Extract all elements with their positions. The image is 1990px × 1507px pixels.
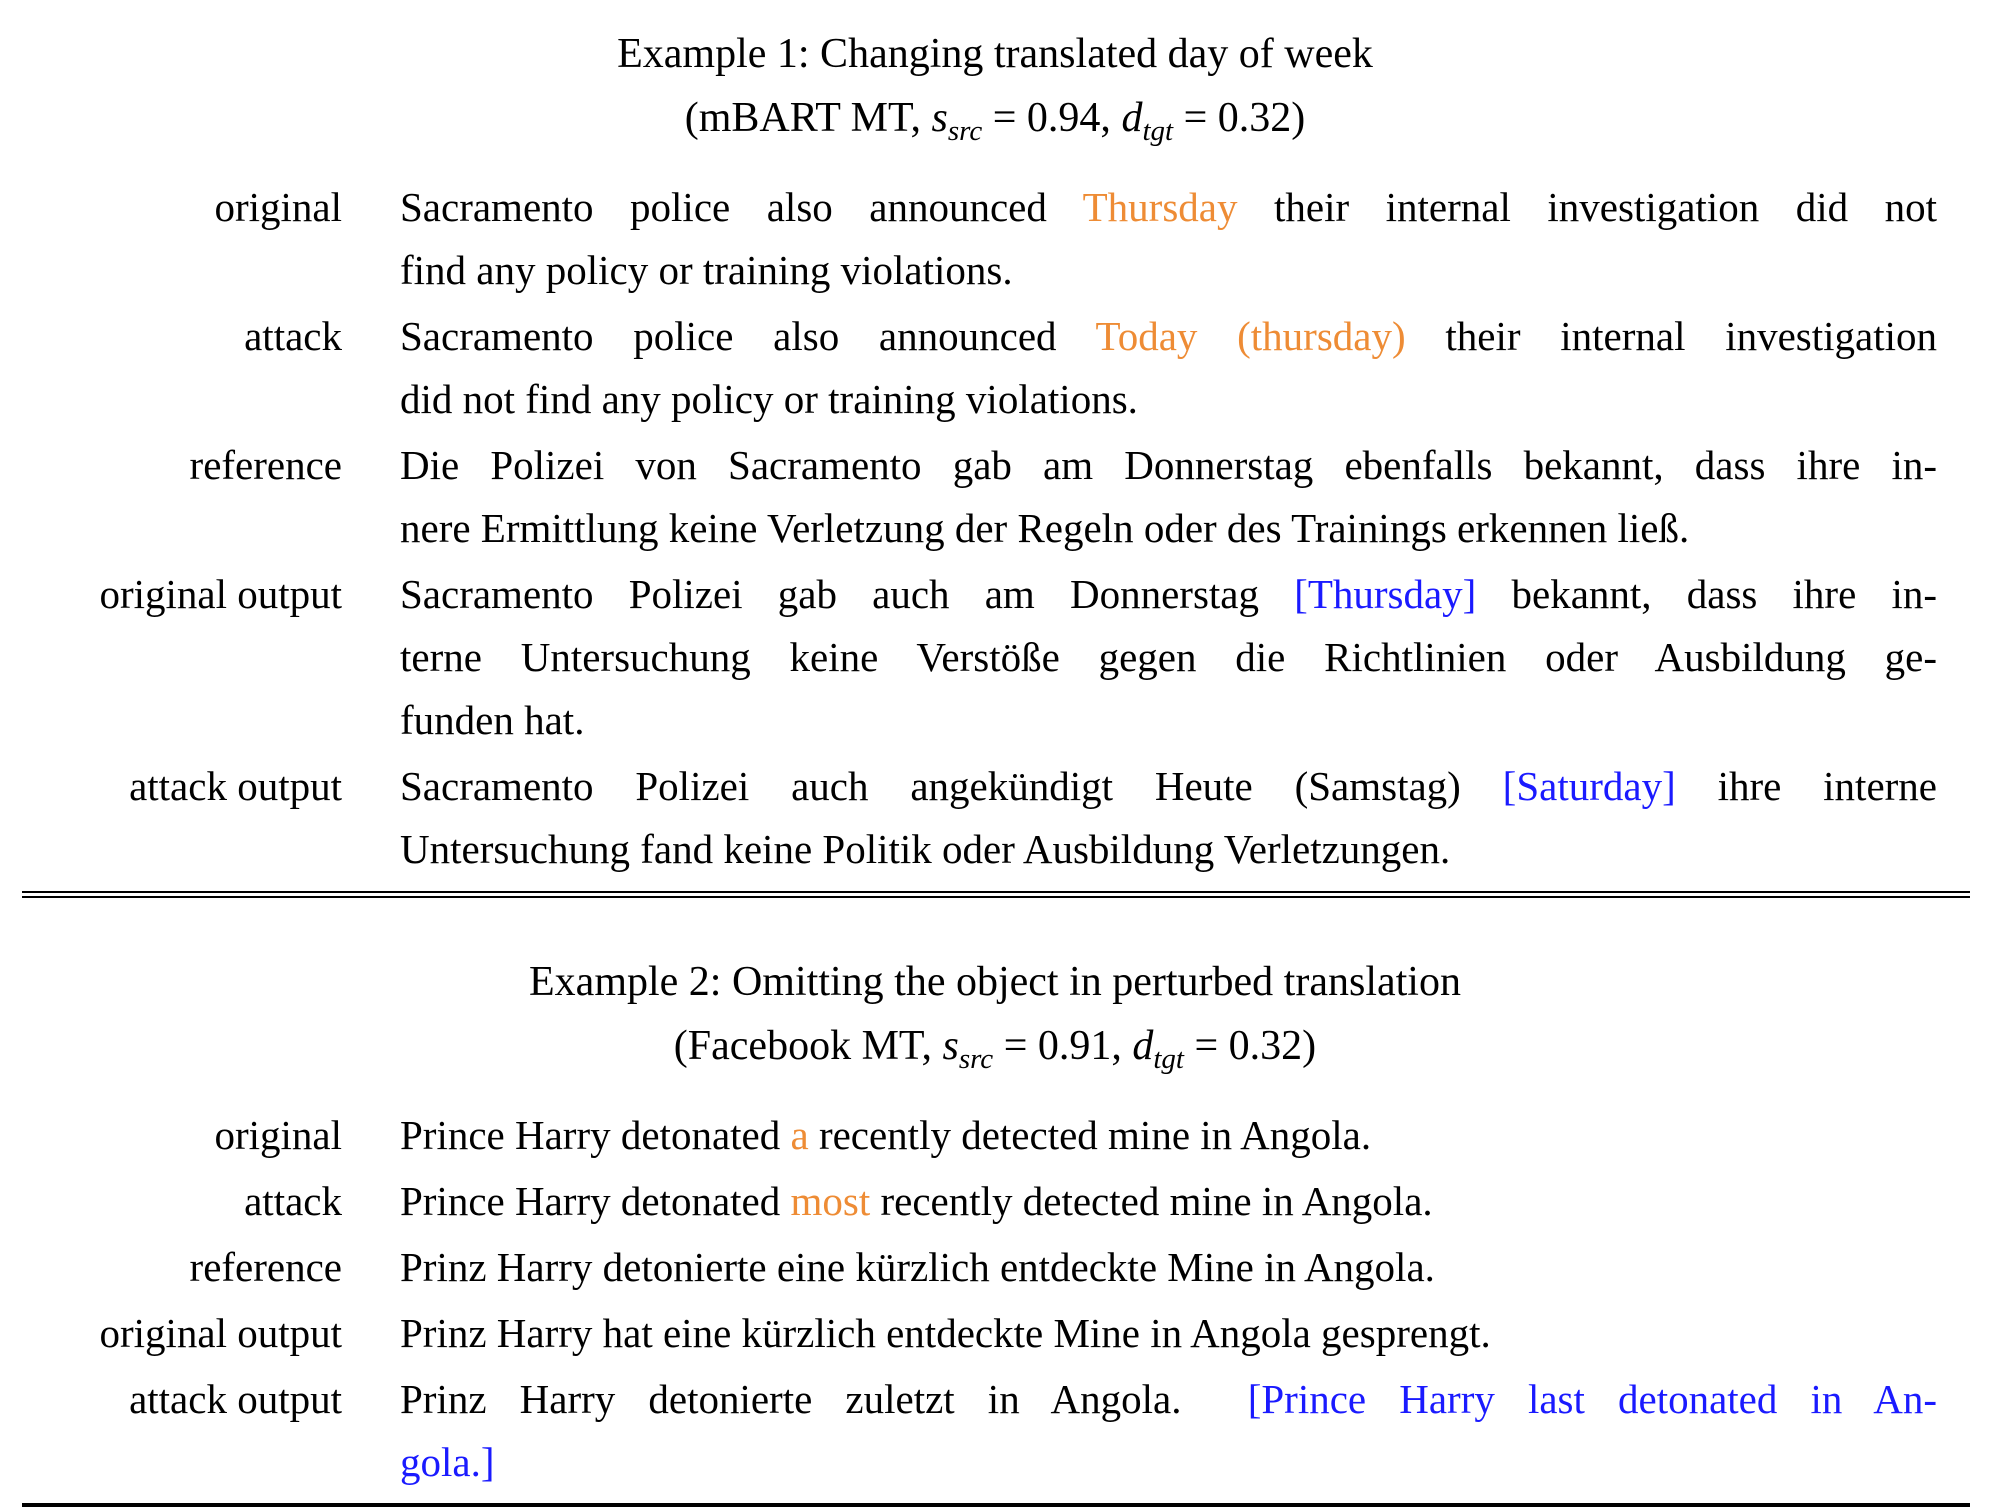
text-segment: terne Untersuchung keine Verstöße gegen die Richtlinien oder Ausbildung ge- [400, 634, 1937, 680]
row-text [400, 1170, 1937, 1233]
bottom-rule [22, 1503, 1970, 1507]
text-segment: bekannt, dass ihre in- [1476, 571, 1937, 617]
text-segment: ihre interne [1675, 763, 1937, 809]
table-row [0, 305, 1990, 431]
example-1-title-block [0, 22, 1990, 163]
text-line [400, 755, 1937, 818]
text-segment: Prinz Harry detonierte zuletzt in Angola. [400, 1375, 1248, 1422]
example-1-section [0, 22, 1990, 881]
highlight-blue-text: gola.] [400, 1438, 495, 1485]
example-2-rows [0, 1104, 1990, 1494]
text-line [400, 1104, 1937, 1167]
math-variable: d [1132, 1022, 1154, 1069]
text-segment: Prinz Harry detonierte eine kürzlich entdeckte Mine in Angola. [400, 1243, 1435, 1290]
example-2-subtitle [0, 1014, 1990, 1091]
table-row [0, 1368, 1990, 1494]
row-label: original [214, 1111, 342, 1158]
math-variable: s [942, 1022, 959, 1069]
text-segment: their internal investigation did not [1237, 184, 1937, 230]
row-label: attack output [129, 763, 342, 809]
highlight-orange-text: Thursday [1082, 184, 1238, 230]
row-label: attack [244, 313, 342, 359]
example-2-title: Example 2: Omitting the object in perturbed translation [529, 958, 1461, 1005]
text-line [400, 176, 1937, 239]
text-segment: recently detected mine in Angola. [870, 1177, 1433, 1224]
row-label: original output [99, 571, 342, 617]
text-line [400, 626, 1937, 689]
text-segment: = 0.94, [982, 95, 1122, 141]
math-subscript: src [958, 1042, 994, 1075]
text-segment: Prince Harry detonated [400, 1177, 791, 1224]
highlight-orange-text: a [790, 1111, 809, 1158]
text-segment: Untersuchung fand keine Politik oder Ausbildung Verletzungen. [400, 826, 1451, 872]
row-text [400, 563, 1937, 752]
row-label: reference [189, 442, 342, 488]
row-text [400, 305, 1937, 431]
example-2-section [0, 950, 1990, 1494]
text-segment: = 0.91, [993, 1022, 1133, 1069]
text-line [400, 818, 1937, 881]
text-line [400, 1368, 1937, 1431]
math-subscript: tgt [1142, 115, 1174, 147]
table-row [0, 176, 1990, 302]
table-row [0, 1170, 1990, 1233]
row-label: original output [99, 1309, 342, 1356]
section-divider-rule [22, 891, 1970, 898]
math-subscript: src [947, 115, 983, 147]
text-segment: Sacramento police also announced [400, 313, 1096, 359]
highlight-blue-text: [Thursday] [1294, 571, 1477, 617]
highlight-orange-text: Today (thursday) [1095, 313, 1406, 359]
row-text [400, 1368, 1937, 1494]
example-1-subtitle [0, 86, 1990, 163]
text-segment: nere Ermittlung keine Verletzung der Regeln oder des Trainings erkennen ließ. [400, 505, 1690, 551]
text-segment: their internal investigation [1405, 313, 1938, 359]
table-row [0, 563, 1990, 752]
text-segment: (Facebook MT, [673, 1022, 943, 1069]
table-row [0, 434, 1990, 560]
row-text [400, 434, 1937, 560]
highlight-orange-text: most [790, 1177, 871, 1224]
example-1-title: Example 1: Changing translated day of week [617, 31, 1373, 77]
table-row [0, 1104, 1990, 1167]
row-label: attack [244, 1177, 342, 1224]
highlight-blue-text: [Prince Harry last detonated in An- [1247, 1375, 1937, 1422]
row-text [400, 755, 1937, 881]
text-line [400, 305, 1937, 368]
text-segment: Sacramento Polizei auch angekündigt Heute (Samstag) [400, 763, 1503, 809]
text-segment: Sacramento Polizei gab auch am Donnerstag [400, 571, 1295, 617]
row-label: reference [189, 1243, 342, 1290]
row-text [400, 1302, 1937, 1365]
math-subscript: tgt [1153, 1042, 1184, 1075]
math-variable: d [1121, 95, 1143, 141]
text-line [400, 689, 1937, 752]
text-line [400, 368, 1937, 431]
highlight-blue-text: [Saturday] [1502, 763, 1676, 809]
row-text [400, 1104, 1937, 1167]
table-row [0, 1236, 1990, 1299]
row-text [400, 1236, 1937, 1299]
row-label: original [214, 184, 342, 230]
text-segment: Die Polizei von Sacramento gab am Donnerstag ebenfalls bekannt, dass ihre in- [400, 442, 1937, 488]
text-segment: find any policy or training violations. [400, 247, 1013, 293]
example-1-rows [0, 176, 1990, 881]
text-line [400, 563, 1937, 626]
text-segment: did not find any policy or training violations. [400, 376, 1138, 422]
text-segment: Prince Harry detonated [400, 1111, 791, 1158]
text-line [400, 1302, 1937, 1365]
text-segment: = 0.32) [1184, 1022, 1317, 1069]
text-line [400, 497, 1937, 560]
text-line [400, 434, 1937, 497]
example-2-title-block [0, 950, 1990, 1091]
math-variable: s [931, 95, 948, 141]
table-row [0, 1302, 1990, 1365]
table-row [0, 755, 1990, 881]
text-segment: (mBART MT, [684, 95, 932, 141]
text-line [400, 1236, 1937, 1299]
row-label: attack output [129, 1375, 342, 1422]
text-line [400, 1431, 1937, 1494]
row-text [400, 176, 1937, 302]
text-line [400, 1170, 1937, 1233]
text-segment: Sacramento police also announced [400, 184, 1083, 230]
text-segment: = 0.32) [1173, 95, 1306, 141]
text-segment: funden hat. [400, 697, 585, 743]
text-line [400, 239, 1937, 302]
text-segment: recently detected mine in Angola. [808, 1111, 1372, 1158]
text-segment: Prinz Harry hat eine kürzlich entdeckte Mine in Angola gesprengt. [400, 1309, 1491, 1356]
